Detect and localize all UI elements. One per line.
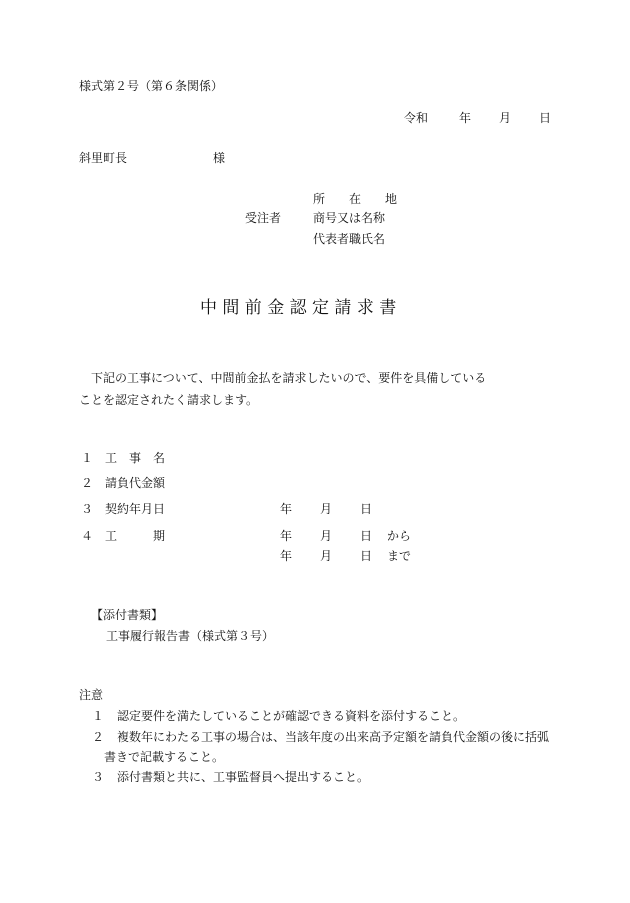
item-label: 工 期 xyxy=(105,529,166,543)
note-text: 添付書類と共に、工事監督員へ提出すること。 xyxy=(117,770,370,784)
note-number: ３ xyxy=(92,770,105,784)
item-number: ３ xyxy=(81,502,94,516)
company-name-label: 商号又は名称 xyxy=(313,211,386,225)
period-end-day: 日 xyxy=(360,549,373,563)
document-title: 中 間 前 金 認 定 請 求 書 xyxy=(200,298,397,318)
date-era: 令和 xyxy=(404,111,429,125)
period-end-suffix: まで xyxy=(387,549,412,563)
intro-line-2: ことを認定されたく請求します。 xyxy=(79,393,259,407)
note-text: 複数年にわたる工事の場合は、当該年度の出来高予定額を請負代金額の後に括弧 xyxy=(117,730,550,744)
note-text-continued: 書きで記載すること。 xyxy=(104,750,225,764)
period-end-month: 月 xyxy=(320,549,333,563)
addressee-honorific: 様 xyxy=(213,151,226,165)
note-number: ２ xyxy=(92,730,105,744)
period-start-month: 月 xyxy=(320,529,333,543)
representative-label: 代表者職氏名 xyxy=(313,232,386,246)
item-number: ２ xyxy=(81,476,94,490)
item-label: 請負代金額 xyxy=(105,476,166,490)
period-start-year: 年 xyxy=(280,529,293,543)
note-number: １ xyxy=(92,709,105,723)
attachment-item: 工事履行報告書（様式第３号） xyxy=(106,629,275,643)
date-month: 月 xyxy=(320,502,333,516)
item-label: 工 事 名 xyxy=(105,451,166,465)
date-day: 日 xyxy=(360,502,373,516)
date-month: 月 xyxy=(499,111,512,125)
item-label: 契約年月日 xyxy=(105,502,166,516)
form-number: 様式第２号（第６条関係） xyxy=(79,79,224,93)
notes-heading: 注意 xyxy=(79,688,104,702)
attachments-heading: 【添付書類】 xyxy=(91,608,164,622)
item-number: ４ xyxy=(81,529,94,543)
address-label: 所 在 地 xyxy=(313,192,398,206)
item-number: １ xyxy=(81,451,94,465)
intro-line-1: 下記の工事について、中間前金払を請求したいので、要件を具備している xyxy=(91,371,487,385)
date-year: 年 xyxy=(459,111,472,125)
date-year: 年 xyxy=(280,502,293,516)
date-day: 日 xyxy=(539,111,552,125)
contractor-label: 受注者 xyxy=(245,211,282,225)
note-text: 認定要件を満たしていることが確認できる資料を添付すること。 xyxy=(117,709,466,723)
period-start-day: 日 xyxy=(360,529,373,543)
period-end-year: 年 xyxy=(280,549,293,563)
period-start-suffix: から xyxy=(387,529,412,543)
addressee-name: 斜里町長 xyxy=(79,151,128,165)
